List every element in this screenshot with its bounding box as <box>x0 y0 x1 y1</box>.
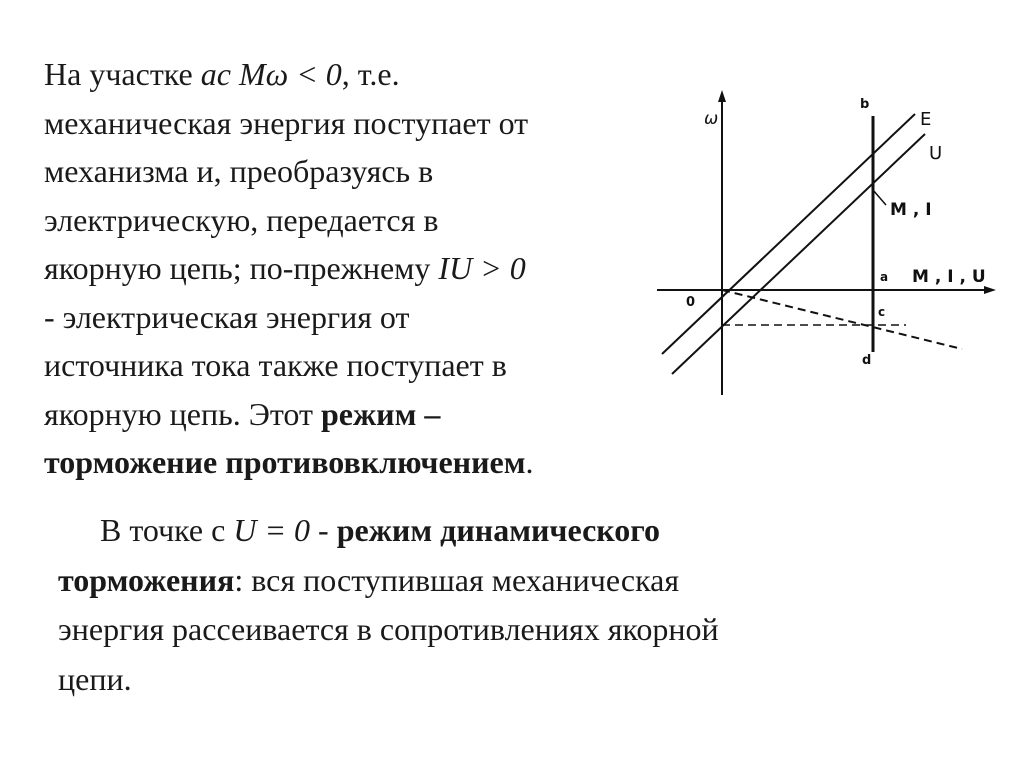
speed-torque-diagram <box>640 80 1020 410</box>
paragraph-dynamic-braking <box>58 506 958 704</box>
text-line: В точке с U = 0 - режим динамического <box>100 512 661 548</box>
text-line: якорную цепь. Этот режим – <box>44 395 441 432</box>
point-c-label: c <box>878 305 886 319</box>
paragraph-braking-counter-switching <box>44 50 664 487</box>
text-line: цепи. <box>58 660 132 697</box>
load-line-dashed <box>722 290 962 349</box>
text-line: На участке ас Mω < 0, т.е. <box>44 56 400 92</box>
omega-axis-label: ω <box>704 109 719 129</box>
x-axis-label: M , I , U <box>912 267 986 287</box>
text-line: торможения: вся поступившая механическая <box>58 561 680 598</box>
omega-axis-arrow <box>718 90 726 102</box>
line-mi-label: M , I <box>890 200 932 220</box>
origin-label: 0 <box>686 295 696 310</box>
text-line: электрическую, передается в <box>44 201 439 238</box>
text-line: торможение противовключением. <box>44 444 534 480</box>
line-u-label: U <box>929 143 943 164</box>
text-line: источника тока также поступает в <box>44 347 507 383</box>
point-b-label: b <box>860 97 870 112</box>
text-line: механическая энергия поступает от <box>44 104 529 141</box>
point-d-label: d <box>862 353 872 368</box>
text-line: якорную цепь; по-прежнему IU > 0 <box>44 250 526 286</box>
text-line: энергия рассеивается в сопротивлениях якорной <box>58 611 719 647</box>
text-line: - электрическая энергия от <box>44 298 410 335</box>
point-a-label: a <box>880 270 889 284</box>
line-e-label: E <box>920 109 932 130</box>
text-line: механизма и, преобразуясь в <box>44 153 434 189</box>
mi-leader <box>873 190 886 205</box>
line-u <box>672 134 925 374</box>
x-axis-arrow <box>984 286 996 294</box>
